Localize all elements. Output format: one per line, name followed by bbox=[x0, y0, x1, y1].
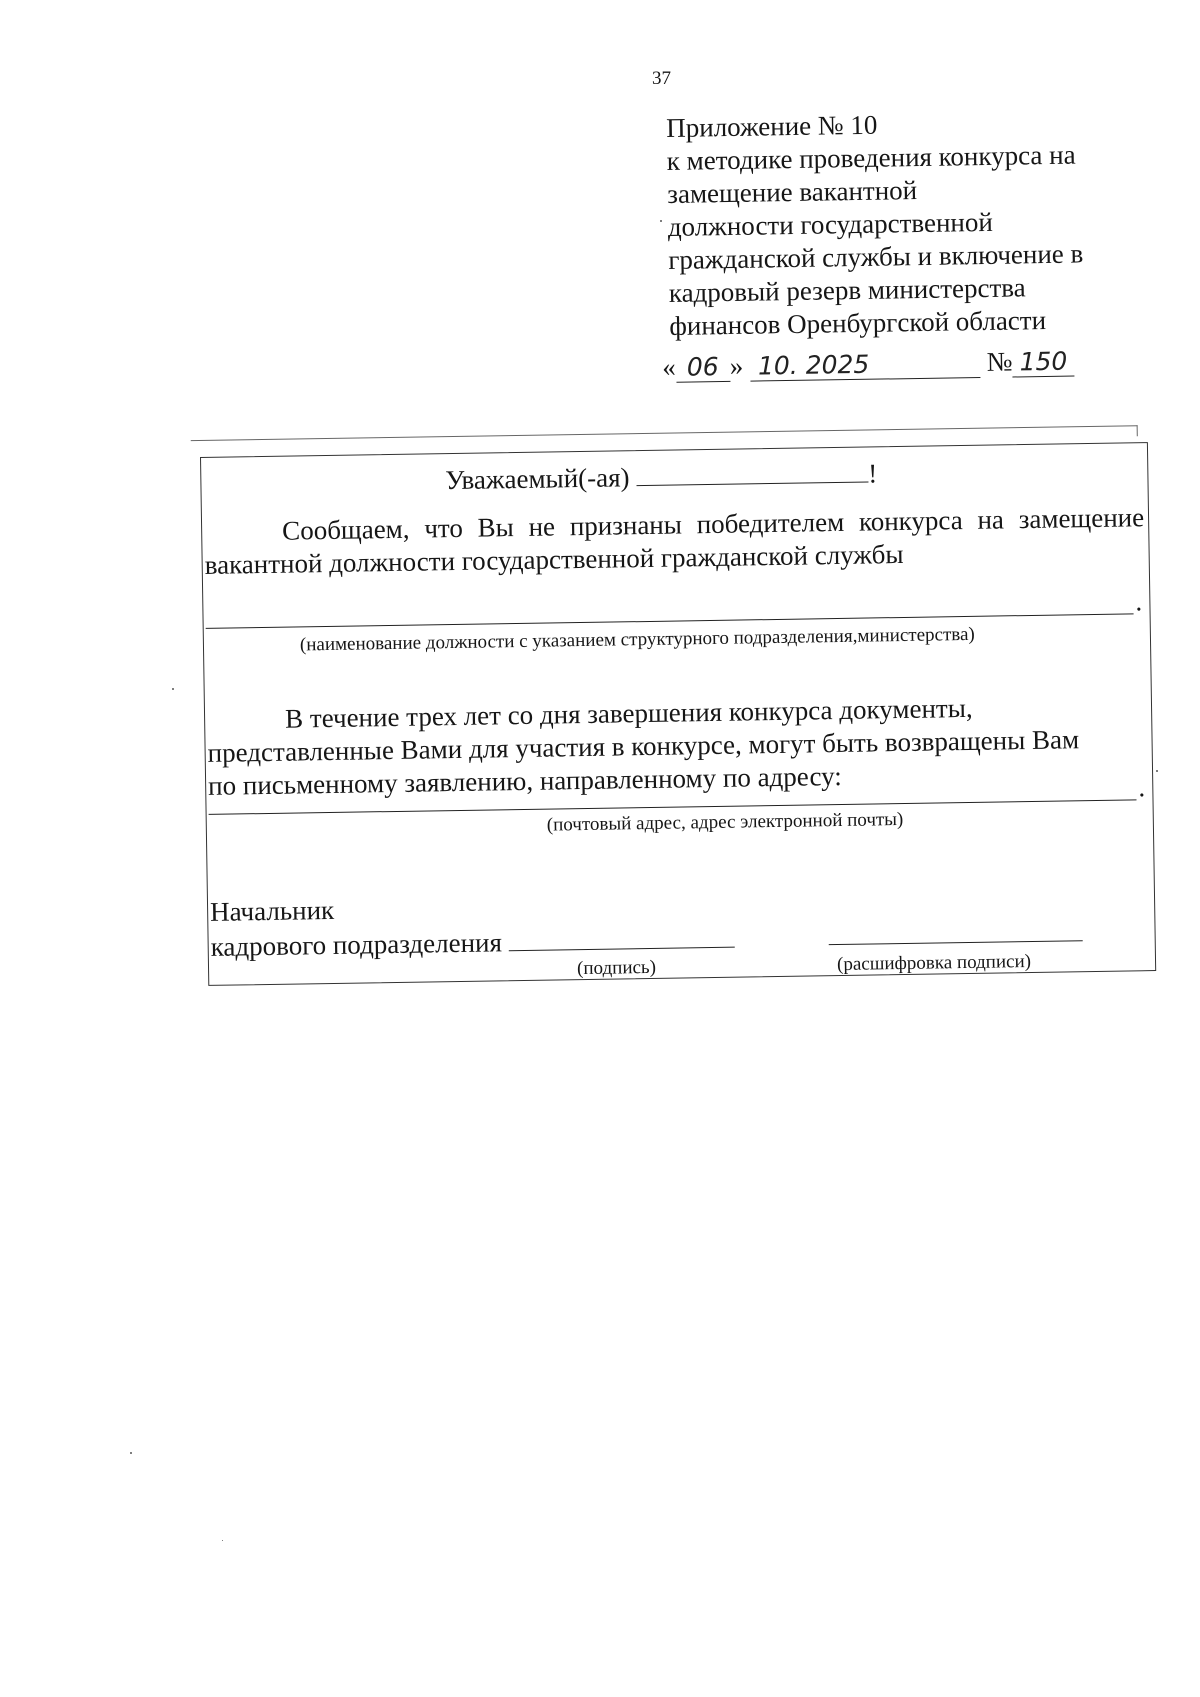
scan-speck bbox=[130, 1452, 132, 1454]
quote-open: « bbox=[662, 351, 676, 382]
recipient-name-blank bbox=[636, 456, 868, 487]
box-shadow-edge bbox=[191, 425, 1138, 451]
page-number: 37 bbox=[652, 68, 671, 89]
signatory-title bbox=[210, 888, 735, 964]
greeting-exclamation: ! bbox=[867, 458, 878, 489]
greeting-text: Уважаемый(-ая) bbox=[445, 462, 630, 496]
appendix-line: к методике проведения конкурса на bbox=[666, 139, 1076, 176]
appendix-line: гражданской службы и включение в bbox=[668, 238, 1084, 275]
letter-form-box bbox=[200, 442, 1156, 986]
appendix-line: финансов Оренбургской области bbox=[669, 305, 1047, 341]
handwritten-month-year: 10. 2025 bbox=[750, 349, 980, 382]
appendix-header bbox=[666, 105, 1140, 343]
address-caption: (почтовый адрес, адрес электронной почты) bbox=[546, 808, 904, 836]
decoding-blank bbox=[829, 940, 1083, 945]
appendix-line: кадровый резерв министерства bbox=[668, 272, 1026, 308]
notice-paragraph: Сообщаем, что Вы не признаны победителем конкурса на замещение вакантной должности государственной гражданской службы bbox=[204, 502, 1145, 580]
signature-caption: (подпись) bbox=[576, 956, 657, 980]
quote-close: » bbox=[729, 350, 744, 381]
appendix-line: должности государственной bbox=[667, 206, 994, 242]
scan-speck bbox=[1156, 770, 1158, 772]
position-line-period: . bbox=[1135, 586, 1143, 617]
scan-speck bbox=[172, 688, 174, 690]
decoding-caption: (расшифровка подписи) bbox=[836, 951, 1032, 976]
appendix-line: Приложение № 10 bbox=[666, 109, 878, 143]
signatory-line-2-text: кадрового подразделения bbox=[210, 927, 503, 962]
handwritten-day: 06 bbox=[676, 353, 730, 383]
scan-speck bbox=[660, 220, 662, 222]
greeting bbox=[445, 455, 877, 497]
scan-speck bbox=[222, 1540, 223, 1541]
signatory-line-1: Начальник bbox=[209, 894, 335, 927]
handwritten-number: 150 bbox=[1012, 348, 1074, 378]
appendix-date-line bbox=[662, 346, 1075, 383]
signature-blank bbox=[508, 921, 734, 952]
appendix-line: замещение вакантной bbox=[667, 175, 918, 209]
address-line-period: . bbox=[1138, 772, 1146, 803]
number-sign: № bbox=[986, 346, 1013, 377]
documents-return-paragraph: В течение трех лет со дня завершения конкурса документы, представленные Вами для участия в конкурсе, могут быть возвращены Вам по письменному заявлению, направленному по адресу: bbox=[207, 692, 1080, 801]
signatory-line-2 bbox=[210, 921, 734, 964]
position-name-caption: (наименование должности с указанием структурного подразделения,министерства) bbox=[299, 623, 975, 656]
